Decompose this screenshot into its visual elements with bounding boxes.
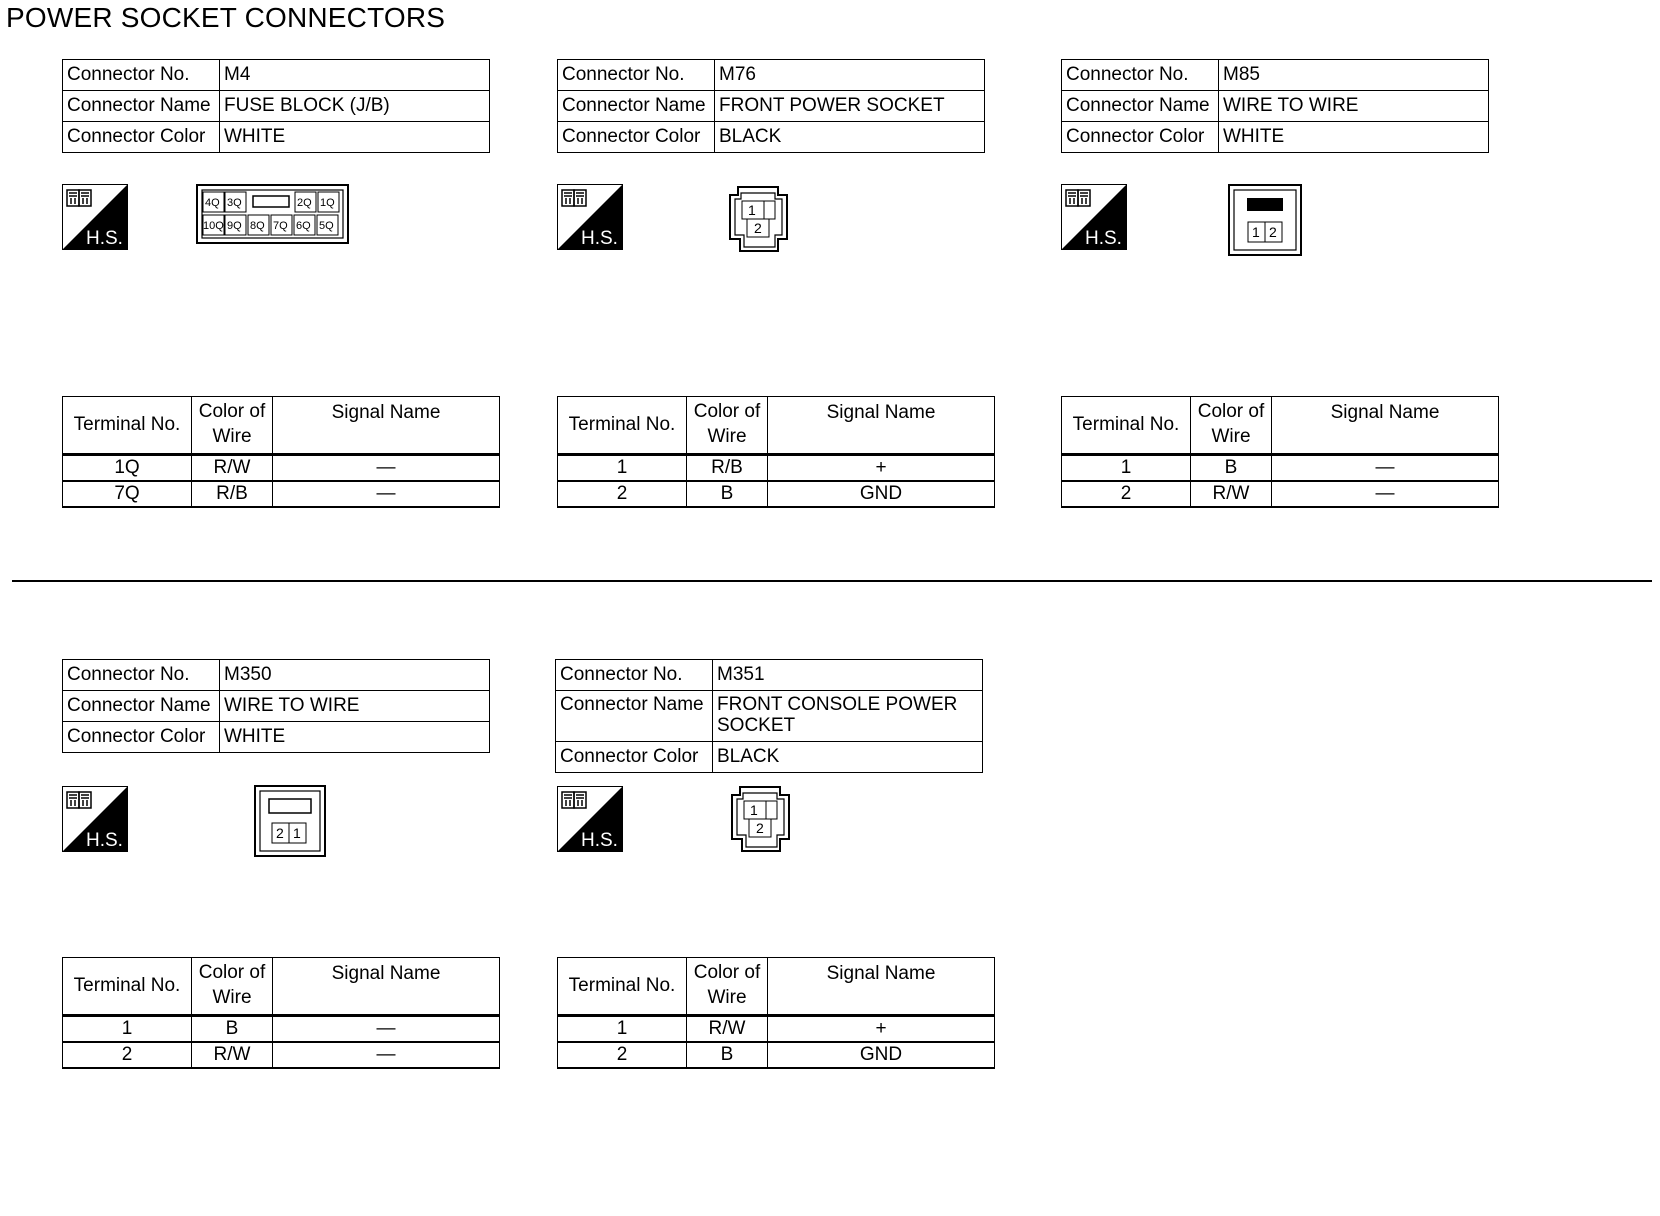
label-connector-no: Connector No. <box>63 60 220 91</box>
hs-label: H.S. <box>581 830 618 851</box>
pin-label: 2 <box>276 825 284 841</box>
terminal-table-m351 <box>557 957 995 1069</box>
terminal-cell: 1 <box>558 455 687 482</box>
pin-label: 2 <box>756 820 764 836</box>
terminal-table-m76 <box>557 396 995 508</box>
connector-m76-info <box>557 59 985 153</box>
terminal-cell: 1Q <box>63 455 192 482</box>
hs-label: H.S. <box>581 228 618 249</box>
pin-label: 4Q <box>205 197 220 209</box>
table-row <box>1062 455 1499 482</box>
wire-color-cell: R/W <box>1191 481 1272 507</box>
header-terminal-no: Terminal No. <box>63 958 192 1016</box>
label-connector-color: Connector Color <box>63 122 220 153</box>
header-terminal-no: Terminal No. <box>558 958 687 1016</box>
connector-color-value: WHITE <box>1219 122 1489 153</box>
connector-m351-face-diagram <box>729 785 793 860</box>
connector-color-value: BLACK <box>715 122 985 153</box>
connector-no-value: M350 <box>220 660 490 691</box>
page-title: POWER SOCKET CONNECTORS <box>6 2 446 33</box>
section-divider <box>12 580 1652 582</box>
table-row <box>1062 481 1499 507</box>
signal-cell: GND <box>768 1042 995 1068</box>
header-signal-name: Signal Name <box>768 958 995 1016</box>
header-terminal-no: Terminal No. <box>558 397 687 455</box>
pin-label: 8Q <box>250 220 265 232</box>
table-row <box>558 481 995 507</box>
label-connector-name: Connector Name <box>63 691 220 722</box>
pin-label: 3Q <box>227 197 242 209</box>
terminal-cell: 2 <box>63 1042 192 1068</box>
harness-side-icon <box>557 786 623 852</box>
terminal-cell: 2 <box>558 1042 687 1068</box>
pin-label: 1 <box>748 202 756 218</box>
table-row <box>63 1042 500 1068</box>
wire-color-cell: R/W <box>192 455 273 482</box>
table-row <box>558 1042 995 1068</box>
wire-color-cell: B <box>687 1042 768 1068</box>
terminal-cell: 7Q <box>63 481 192 507</box>
label-connector-name: Connector Name <box>558 91 715 122</box>
connector-m85-face-diagram <box>1228 184 1304 263</box>
signal-cell: — <box>273 481 500 507</box>
connector-color-value: WHITE <box>220 122 490 153</box>
pin-label: 7Q <box>273 220 288 232</box>
harness-side-icon <box>62 786 128 852</box>
harness-side-icon <box>62 184 128 250</box>
pin-label: 5Q <box>319 220 334 232</box>
wire-color-cell: R/B <box>192 481 273 507</box>
signal-cell: — <box>273 1042 500 1068</box>
label-connector-color: Connector Color <box>63 722 220 753</box>
label-connector-color: Connector Color <box>556 742 713 773</box>
connector-no-value: M351 <box>713 660 983 691</box>
hs-label: H.S. <box>86 228 123 249</box>
wire-color-cell: B <box>192 1016 273 1043</box>
label-connector-color: Connector Color <box>1062 122 1219 153</box>
connector-m4-info <box>62 59 490 153</box>
header-signal-name: Signal Name <box>273 397 500 455</box>
wire-color-cell: R/B <box>687 455 768 482</box>
wire-color-cell: R/W <box>687 1016 768 1043</box>
terminal-cell: 1 <box>63 1016 192 1043</box>
terminal-table-m350 <box>62 957 500 1069</box>
connector-color-value: WHITE <box>220 722 490 753</box>
header-signal-name: Signal Name <box>1272 397 1499 455</box>
connector-m351-info <box>555 659 983 773</box>
label-connector-name: Connector Name <box>63 91 220 122</box>
signal-cell: — <box>273 455 500 482</box>
connector-name-value: WIRE TO WIRE <box>220 691 490 722</box>
hs-label: H.S. <box>1085 228 1122 249</box>
pin-label: 1 <box>1252 224 1260 240</box>
connector-m85-info <box>1061 59 1489 153</box>
label-connector-no: Connector No. <box>63 660 220 691</box>
pin-label: 6Q <box>296 220 311 232</box>
pin-label: 2Q <box>297 197 312 209</box>
pin-label: 1 <box>750 802 758 818</box>
connector-m350-info <box>62 659 490 753</box>
pin-label: 1Q <box>320 197 335 209</box>
header-color-of-wire: Color of Wire <box>192 397 273 455</box>
pin-label: 10Q <box>203 220 224 232</box>
table-row <box>63 455 500 482</box>
terminal-cell: 2 <box>558 481 687 507</box>
connector-color-value: BLACK <box>713 742 983 773</box>
table-row <box>558 455 995 482</box>
connector-m4-face-diagram <box>196 184 350 251</box>
header-terminal-no: Terminal No. <box>1062 397 1191 455</box>
connector-no-value: M76 <box>715 60 985 91</box>
terminal-table-m85 <box>1061 396 1499 508</box>
pin-label: 2 <box>1269 224 1277 240</box>
signal-cell: + <box>768 455 995 482</box>
signal-cell: — <box>273 1016 500 1043</box>
connector-no-value: M4 <box>220 60 490 91</box>
header-color-of-wire: Color of Wire <box>687 397 768 455</box>
connector-m76-face-diagram <box>727 185 791 260</box>
label-connector-no: Connector No. <box>1062 60 1219 91</box>
terminal-cell: 1 <box>1062 455 1191 482</box>
hs-label: H.S. <box>86 830 123 851</box>
connector-no-value: M85 <box>1219 60 1489 91</box>
header-signal-name: Signal Name <box>273 958 500 1016</box>
connector-name-value: FRONT CONSOLE POWER SOCKET <box>713 691 983 742</box>
wire-color-cell: B <box>1191 455 1272 482</box>
label-connector-no: Connector No. <box>558 60 715 91</box>
header-color-of-wire: Color of Wire <box>687 958 768 1016</box>
signal-cell: — <box>1272 455 1499 482</box>
wire-color-cell: B <box>687 481 768 507</box>
label-connector-name: Connector Name <box>1062 91 1219 122</box>
signal-cell: + <box>768 1016 995 1043</box>
connector-name-value: FRONT POWER SOCKET <box>715 91 985 122</box>
terminal-cell: 2 <box>1062 481 1191 507</box>
terminal-cell: 1 <box>558 1016 687 1043</box>
label-connector-color: Connector Color <box>558 122 715 153</box>
table-row <box>63 481 500 507</box>
header-color-of-wire: Color of Wire <box>1191 397 1272 455</box>
signal-cell: GND <box>768 481 995 507</box>
signal-cell: — <box>1272 481 1499 507</box>
connector-name-value: WIRE TO WIRE <box>1219 91 1489 122</box>
pin-label: 9Q <box>227 220 242 232</box>
pin-label: 1 <box>293 825 301 841</box>
label-connector-no: Connector No. <box>556 660 713 691</box>
table-row <box>63 1016 500 1043</box>
label-connector-name: Connector Name <box>556 691 713 742</box>
connector-m350-face-diagram <box>254 785 328 864</box>
header-signal-name: Signal Name <box>768 397 995 455</box>
connector-name-value: FUSE BLOCK (J/B) <box>220 91 490 122</box>
terminal-table-m4 <box>62 396 500 508</box>
table-row <box>558 1016 995 1043</box>
pin-label: 2 <box>754 220 762 236</box>
harness-side-icon <box>557 184 623 250</box>
harness-side-icon <box>1061 184 1127 250</box>
wire-color-cell: R/W <box>192 1042 273 1068</box>
header-terminal-no: Terminal No. <box>63 397 192 455</box>
header-color-of-wire: Color of Wire <box>192 958 273 1016</box>
